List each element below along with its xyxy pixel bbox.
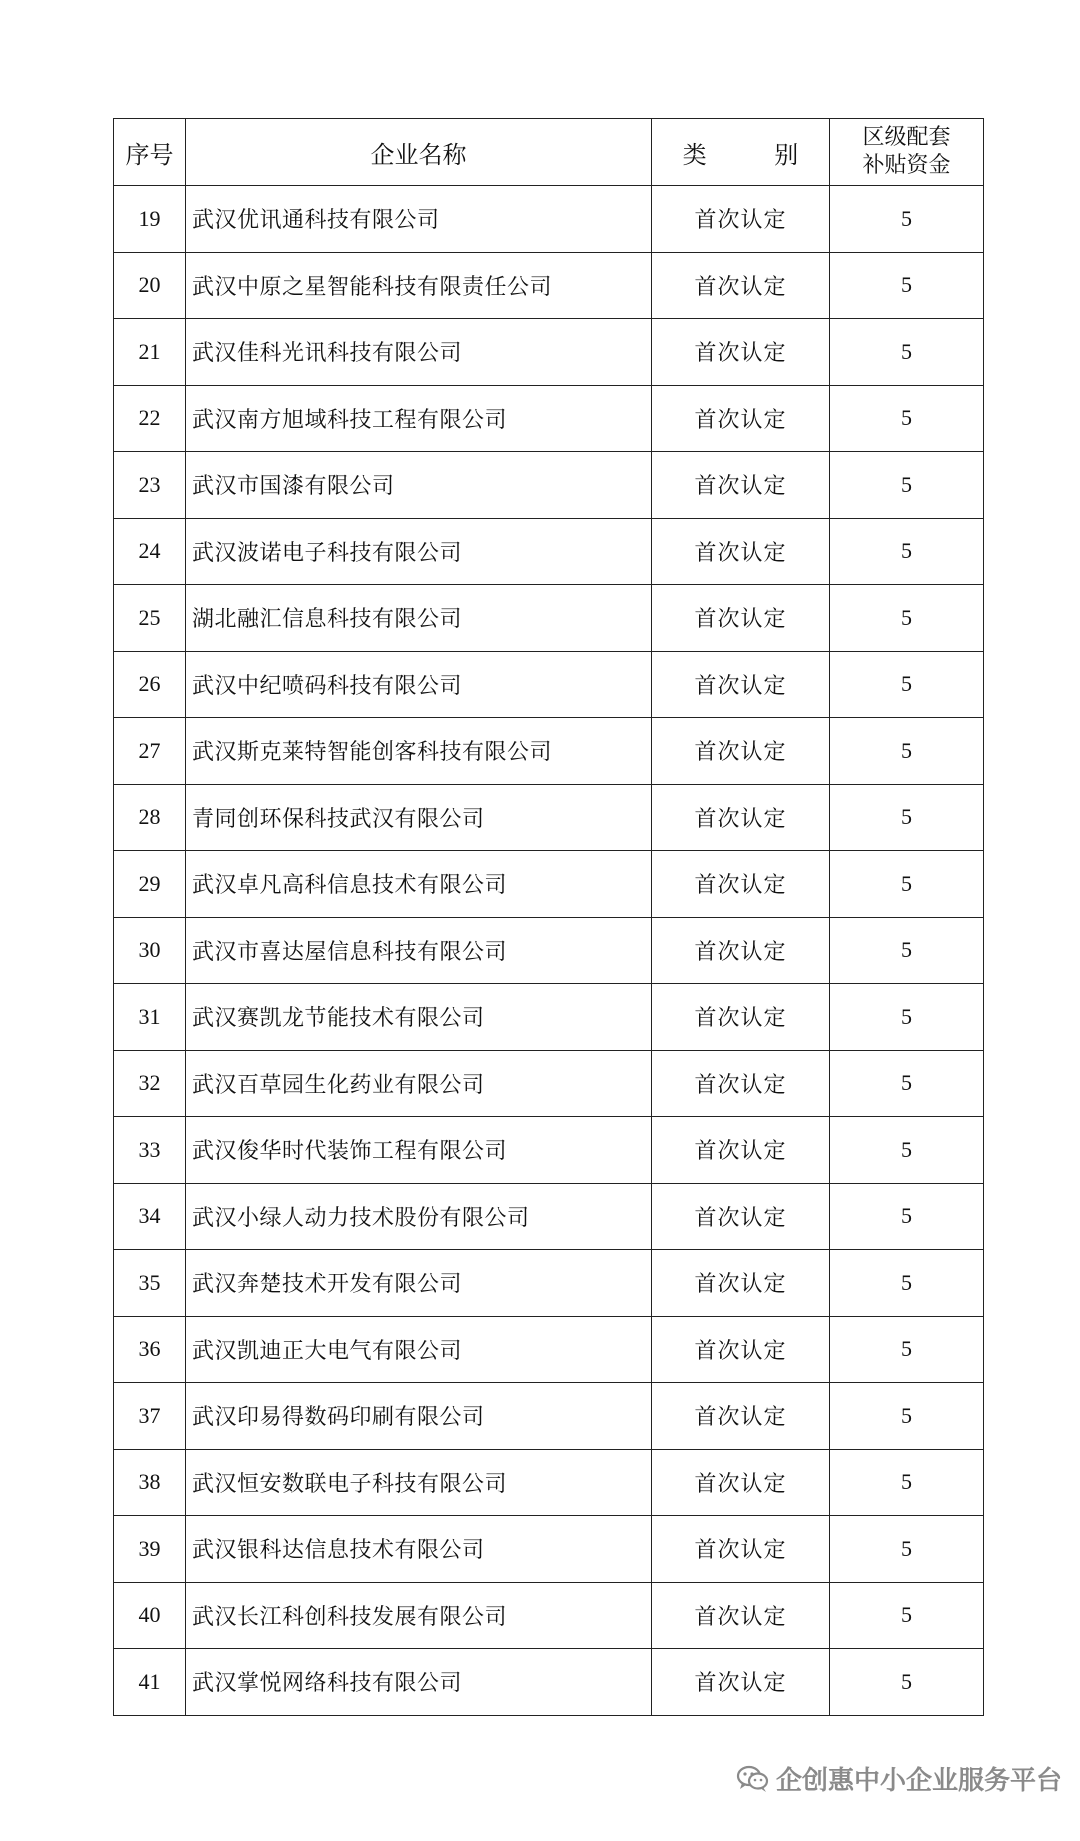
company-name-cell: 武汉恒安数联电子科技有限公司: [186, 1449, 652, 1516]
type-cell: 首次认定: [652, 1649, 830, 1716]
company-name-cell: 武汉中原之星智能科技有限责任公司: [186, 252, 652, 319]
table-row: [114, 1316, 984, 1383]
type-cell: 首次认定: [652, 1383, 830, 1450]
subsidy-amount-cell: 5: [830, 1117, 984, 1184]
wechat-icon: [736, 1764, 770, 1794]
type-cell: 首次认定: [652, 1449, 830, 1516]
table-row: [114, 1183, 984, 1250]
company-name-cell: 武汉银科达信息技术有限公司: [186, 1516, 652, 1583]
table-row: [114, 585, 984, 652]
type-cell: 首次认定: [652, 1582, 830, 1649]
row-no-cell: 34: [114, 1183, 186, 1250]
subsidy-amount-cell: 5: [830, 1649, 984, 1716]
company-name-cell: 武汉中纪喷码科技有限公司: [186, 651, 652, 718]
subsidy-amount-cell: 5: [830, 1183, 984, 1250]
type-cell: 首次认定: [652, 452, 830, 519]
row-no-cell: 23: [114, 452, 186, 519]
subsidy-amount-cell: 5: [830, 452, 984, 519]
type-cell: 首次认定: [652, 917, 830, 984]
table-row: [114, 984, 984, 1051]
row-no-cell: 38: [114, 1449, 186, 1516]
type-cell: 首次认定: [652, 186, 830, 253]
table-row: [114, 851, 984, 918]
company-name-cell: 武汉掌悦网络科技有限公司: [186, 1649, 652, 1716]
row-no-cell: 20: [114, 252, 186, 319]
row-no-cell: 40: [114, 1582, 186, 1649]
row-no-cell: 24: [114, 518, 186, 585]
type-cell: 首次认定: [652, 651, 830, 718]
type-cell: 首次认定: [652, 319, 830, 386]
header-company-name: 企业名称: [186, 119, 652, 186]
header-type-label: 类 别: [682, 140, 829, 169]
type-cell: 首次认定: [652, 518, 830, 585]
header-type: [652, 119, 830, 186]
row-no-cell: 22: [114, 385, 186, 452]
company-name-cell: 武汉优讯通科技有限公司: [186, 186, 652, 253]
table-row: [114, 1050, 984, 1117]
table-row: [114, 1516, 984, 1583]
company-name-cell: 武汉市喜达屋信息科技有限公司: [186, 917, 652, 984]
company-name-cell: 武汉小绿人动力技术股份有限公司: [186, 1183, 652, 1250]
table-row: [114, 917, 984, 984]
row-no-cell: 36: [114, 1316, 186, 1383]
company-name-cell: 武汉百草园生化药业有限公司: [186, 1050, 652, 1117]
table-row: [114, 452, 984, 519]
company-name-cell: 湖北融汇信息科技有限公司: [186, 585, 652, 652]
table-row: [114, 1649, 984, 1716]
header-subsidy-line1: 区级配套: [862, 125, 951, 150]
table-header: [114, 119, 984, 186]
type-cell: 首次认定: [652, 1250, 830, 1317]
subsidy-amount-cell: 5: [830, 252, 984, 319]
row-no-cell: 31: [114, 984, 186, 1051]
type-cell: 首次认定: [652, 851, 830, 918]
header-subsidy: [830, 119, 984, 186]
header-row: [114, 119, 984, 186]
table-body: [114, 186, 984, 1716]
row-no-cell: 25: [114, 585, 186, 652]
row-no-cell: 27: [114, 718, 186, 785]
header-no: 序号: [114, 119, 186, 186]
row-no-cell: 35: [114, 1250, 186, 1317]
subsidy-amount-cell: 5: [830, 651, 984, 718]
subsidy-amount-cell: 5: [830, 1516, 984, 1583]
company-name-cell: 武汉凯迪正大电气有限公司: [186, 1316, 652, 1383]
row-no-cell: 29: [114, 851, 186, 918]
company-name-cell: 青同创环保科技武汉有限公司: [186, 784, 652, 851]
row-no-cell: 30: [114, 917, 186, 984]
type-cell: 首次认定: [652, 984, 830, 1051]
company-name-cell: 武汉俊华时代装饰工程有限公司: [186, 1117, 652, 1184]
table-row: [114, 718, 984, 785]
type-cell: 首次认定: [652, 1183, 830, 1250]
table-row: [114, 784, 984, 851]
row-no-cell: 32: [114, 1050, 186, 1117]
subsidy-amount-cell: 5: [830, 984, 984, 1051]
company-name-cell: 武汉市国漆有限公司: [186, 452, 652, 519]
table-row: [114, 1250, 984, 1317]
table-row: [114, 186, 984, 253]
table-row: [114, 1383, 984, 1450]
table-row: [114, 319, 984, 386]
row-no-cell: 19: [114, 186, 186, 253]
subsidy-table: [113, 118, 984, 1716]
subsidy-amount-cell: 5: [830, 1383, 984, 1450]
company-name-cell: 武汉佳科光讯科技有限公司: [186, 319, 652, 386]
subsidy-amount-cell: 5: [830, 585, 984, 652]
subsidy-amount-cell: 5: [830, 718, 984, 785]
company-name-cell: 武汉长江科创科技发展有限公司: [186, 1582, 652, 1649]
subsidy-amount-cell: 5: [830, 1050, 984, 1117]
subsidy-amount-cell: 5: [830, 851, 984, 918]
row-no-cell: 37: [114, 1383, 186, 1450]
row-no-cell: 39: [114, 1516, 186, 1583]
company-name-cell: 武汉印易得数码印刷有限公司: [186, 1383, 652, 1450]
type-cell: 首次认定: [652, 1516, 830, 1583]
subsidy-amount-cell: 5: [830, 385, 984, 452]
company-name-cell: 武汉奔楚技术开发有限公司: [186, 1250, 652, 1317]
subsidy-amount-cell: 5: [830, 1582, 984, 1649]
type-cell: 首次认定: [652, 784, 830, 851]
table-row: [114, 1449, 984, 1516]
row-no-cell: 33: [114, 1117, 186, 1184]
company-name-cell: 武汉南方旭域科技工程有限公司: [186, 385, 652, 452]
subsidy-amount-cell: 5: [830, 784, 984, 851]
row-no-cell: 41: [114, 1649, 186, 1716]
subsidy-amount-cell: 5: [830, 518, 984, 585]
company-name-cell: 武汉卓凡高科信息技术有限公司: [186, 851, 652, 918]
table-row: [114, 385, 984, 452]
subsidy-amount-cell: 5: [830, 1250, 984, 1317]
table-row: [114, 1117, 984, 1184]
table-row: [114, 252, 984, 319]
type-cell: 首次认定: [652, 252, 830, 319]
table-row: [114, 1582, 984, 1649]
watermark-text: 企创惠中小企业服务平台: [775, 1766, 1062, 1796]
subsidy-amount-cell: 5: [830, 319, 984, 386]
type-cell: 首次认定: [652, 1316, 830, 1383]
subsidy-amount-cell: 5: [830, 186, 984, 253]
row-no-cell: 26: [114, 651, 186, 718]
row-no-cell: 28: [114, 784, 186, 851]
type-cell: 首次认定: [652, 1117, 830, 1184]
table-row: [114, 651, 984, 718]
subsidy-amount-cell: 5: [830, 1449, 984, 1516]
company-name-cell: 武汉斯克莱特智能创客科技有限公司: [186, 718, 652, 785]
row-no-cell: 21: [114, 319, 186, 386]
type-cell: 首次认定: [652, 718, 830, 785]
company-name-cell: 武汉波诺电子科技有限公司: [186, 518, 652, 585]
type-cell: 首次认定: [652, 585, 830, 652]
subsidy-amount-cell: 5: [830, 1316, 984, 1383]
table-row: [114, 518, 984, 585]
watermark: [736, 1760, 1062, 1797]
header-subsidy-line2: 补贴资金: [862, 153, 951, 178]
type-cell: 首次认定: [652, 385, 830, 452]
company-name-cell: 武汉赛凯龙节能技术有限公司: [186, 984, 652, 1051]
type-cell: 首次认定: [652, 1050, 830, 1117]
subsidy-amount-cell: 5: [830, 917, 984, 984]
